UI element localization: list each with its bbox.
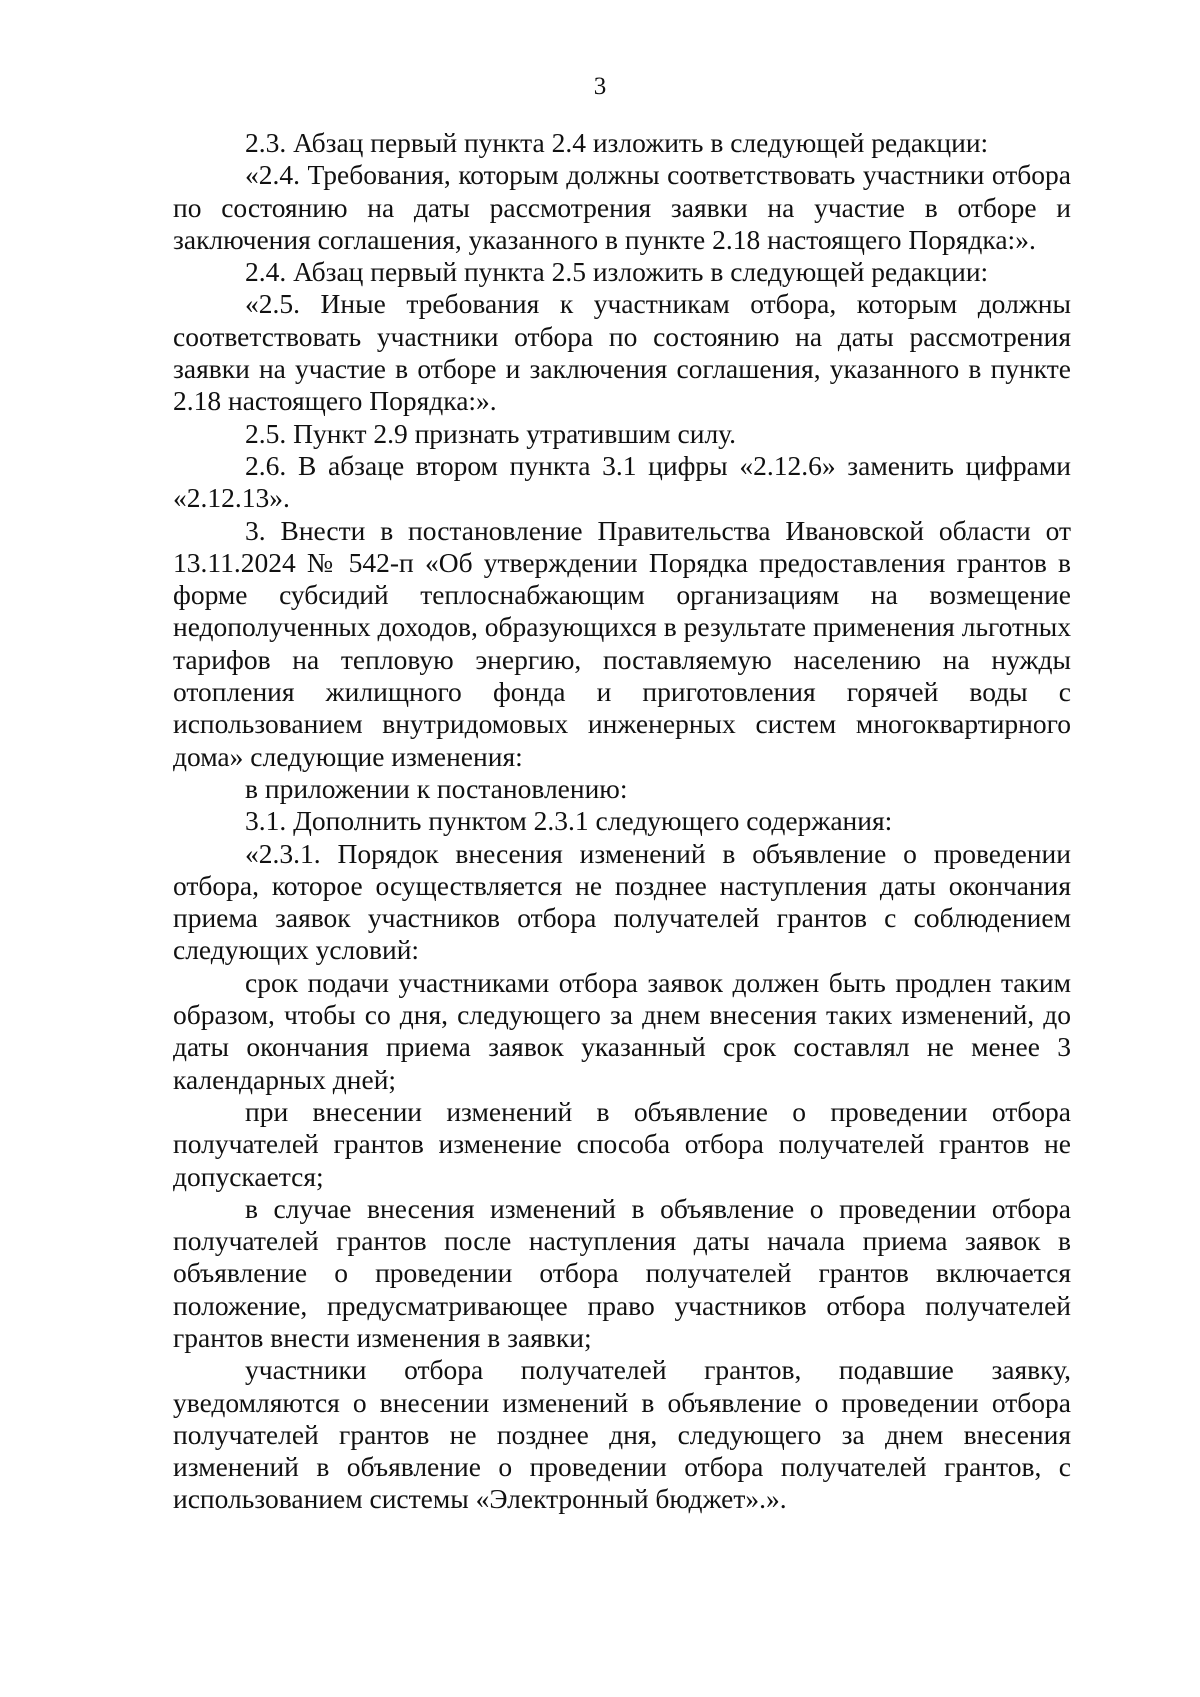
- paragraph-2-4: 2.4. Абзац первый пункта 2.5 изложить в следующей редакции:: [245, 256, 989, 288]
- paragraph-2-5: 2.5. Пункт 2.9 признать утратившим силу.: [245, 417, 737, 449]
- paragraph-method-change: при внесении изменений в объявление о проведении отбора получателей грантов изменение способа отбора получателей грантов не допускается;: [173, 1095, 1071, 1192]
- document-body: [173, 127, 1071, 1516]
- paragraph-notification: участники отбора получателей грантов, подавшие заявку, уведомляются о внесении изменений в объявление о проведении отбора получателей грантов не позднее дня, следующего за днем внесения изменений в объявление о проведении отбора получателей грантов, с использованием системы «Электронный бюджет».».: [173, 1354, 1071, 1515]
- paragraph-deadline-extension: срок подачи участниками отбора заявок должен быть продлен таким образом, чтобы со дня, следующего за днем внесения таких изменений, до даты окончания приема заявок указанный срок составлял не менее 3 календарных дней;: [173, 966, 1071, 1095]
- paragraph-2-3: 2.3. Абзац первый пункта 2.4 изложить в следующей редакции:: [245, 127, 989, 158]
- paragraph-3: 3. Внести в постановление Правительства Ивановской области от 13.11.2024 № 542-п «Об утверждении Порядка предоставления грантов в форме субсидий теплоснабжающим организациям на возмещение недополученных доходов, образующихся в результате применения льготных тарифов на тепловую энергию, поставляемую населению на нужды отопления жилищного фонда и приготовления горячей воды с использованием внутридомовых инженерных систем многоквартирного дома» следующие изменения:: [173, 514, 1071, 772]
- paragraph-2-5-quote: «2.5. Иные требования к участникам отбора, которым должны соответствовать участники отбора по состоянию на даты рассмотрения заявки на участие в отборе и заключения соглашения, указанного в пункте 2.18 настоящего Порядка:».: [173, 288, 1071, 417]
- page-number: 3: [593, 73, 607, 100]
- paragraph-appendix: в приложении к постановлению:: [245, 772, 628, 804]
- paragraph-2-4-quote: «2.4. Требования, которым должны соответствовать участники отбора по состоянию на даты рассмотрения заявки на участие в отборе и заключения соглашения, указанного в пункте 2.18 настоящего Порядка:».: [173, 159, 1071, 255]
- paragraph-2-3-1-quote: «2.3.1. Порядок внесения изменений в объявление о проведении отбора, которое осуществляется не позднее наступления даты окончания приема заявок участников отбора получателей грантов с соблюдением следующих условий:: [173, 837, 1071, 966]
- paragraph-3-1: 3.1. Дополнить пунктом 2.3.1 следующего содержания:: [245, 805, 893, 837]
- paragraph-2-6: 2.6. В абзаце втором пункта 3.1 цифры «2.12.6» заменить цифрами «2.12.13».: [173, 449, 1071, 514]
- paragraph-application-changes: в случае внесения изменений в объявление о проведении отбора получателей грантов после наступления даты начала приема заявок в объявление о проведении отбора получателей грантов включается положение, предусматривающее право участников отбора получателей грантов внести изменения в заявки;: [173, 1192, 1071, 1353]
